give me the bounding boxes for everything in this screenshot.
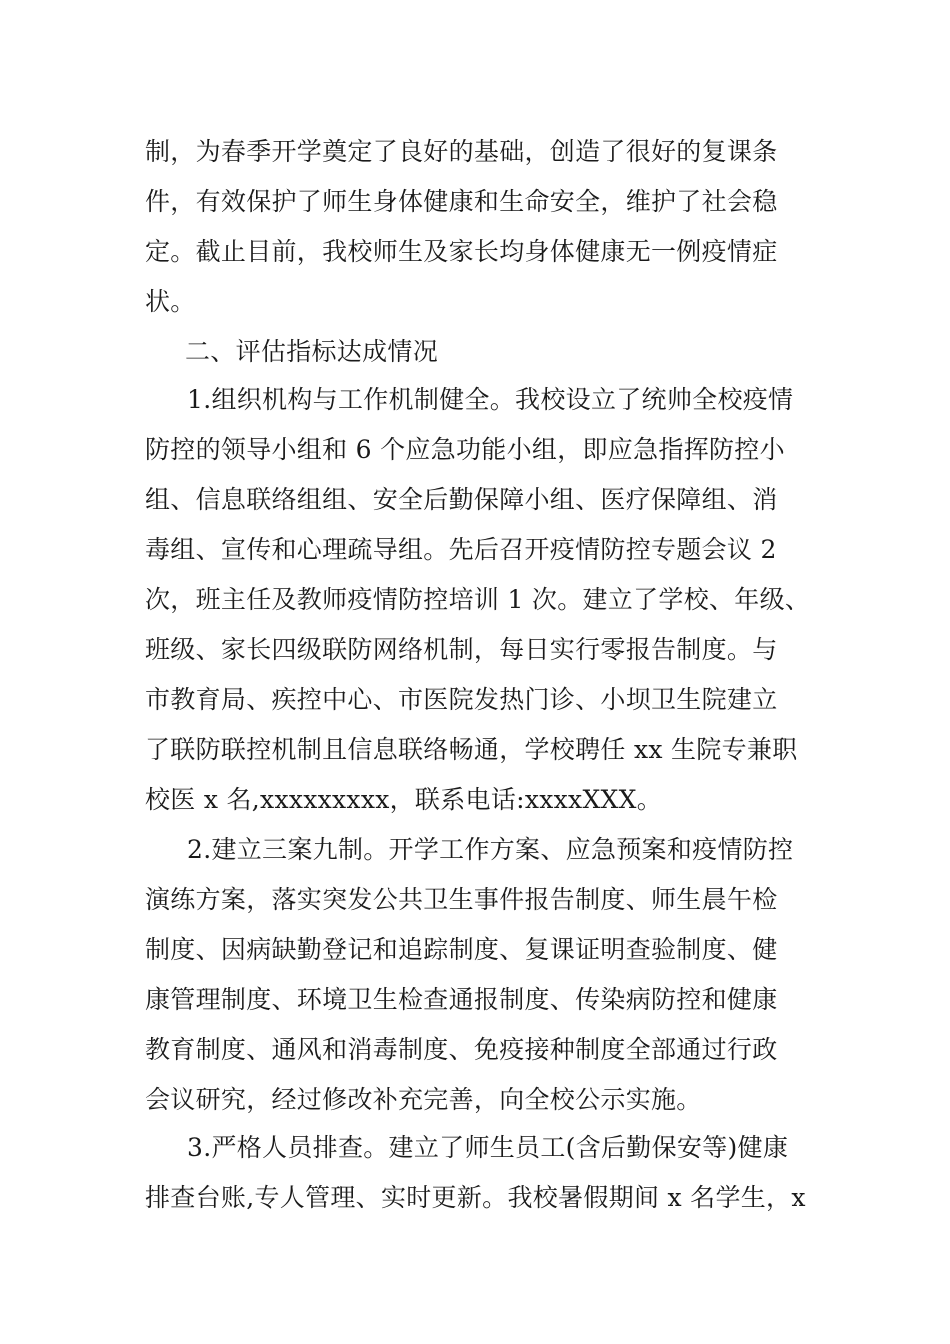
paragraph-line: 次，班主任及教师疫情防控培训 1 次。建立了学校、年级、 (145, 585, 811, 614)
paragraph-line: 市教育局、疾控中心、市医院发热门诊、小坝卫生院建立 (145, 685, 778, 714)
paragraph-line: 会议研究，经过修改补充完善，向全校公示实施。 (145, 1085, 702, 1114)
paragraph-line: 了联防联控机制且信息联络畅通，学校聘任 xx 生院专兼职 (145, 735, 798, 764)
paragraph-line: 状。 (145, 287, 196, 316)
paragraph-line: 2.建立三案九制。开学工作方案、应急预案和疫情防控 (187, 835, 794, 864)
paragraph-line: 组、信息联络组组、安全后勤保障小组、医疗保障组、消 (145, 485, 778, 514)
paragraph-line: 毒组、宣传和心理疏导组。先后召开疫情防控专题会议 2 (145, 535, 777, 564)
paragraph-line: 制度、因病缺勤登记和追踪制度、复课证明查验制度、健 (145, 935, 778, 964)
paragraph-line: 3.严格人员排查。建立了师生员工(含后勤保安等)健康 (187, 1133, 789, 1162)
paragraph-line: 制，为春季开学奠定了良好的基础，创造了很好的复课条 (145, 137, 778, 166)
paragraph-line: 康管理制度、环境卫生检查通报制度、传染病防控和健康 (145, 985, 778, 1014)
paragraph-line: 演练方案，落实突发公共卫生事件报告制度、师生晨午检 (145, 885, 778, 914)
paragraph-line: 定。截止目前，我校师生及家长均身体健康无一例疫情症 (145, 237, 778, 266)
paragraph-line: 排查台账,专人管理、实时更新。我校暑假期间 x 名学生，x (145, 1183, 806, 1212)
paragraph-line: 校医 x 名,xxxxxxxxx，联系电话:xxxxXXX。 (145, 785, 663, 814)
paragraph-line: 件，有效保护了师生身体健康和生命安全，维护了社会稳 (145, 187, 778, 216)
paragraph-line: 班级、家长四级联防网络机制，每日实行零报告制度。与 (145, 635, 778, 664)
paragraph-line: 防控的领导小组和 6 个应急功能小组，即应急指挥防控小 (145, 435, 785, 464)
paragraph-line: 1.组织机构与工作机制健全。我校设立了统帅全校疫情 (187, 385, 794, 414)
paragraph-line: 教育制度、通风和消毒制度、免疫接种制度全部通过行政 (145, 1035, 778, 1064)
section-heading: 二、评估指标达成情况 (185, 337, 439, 366)
